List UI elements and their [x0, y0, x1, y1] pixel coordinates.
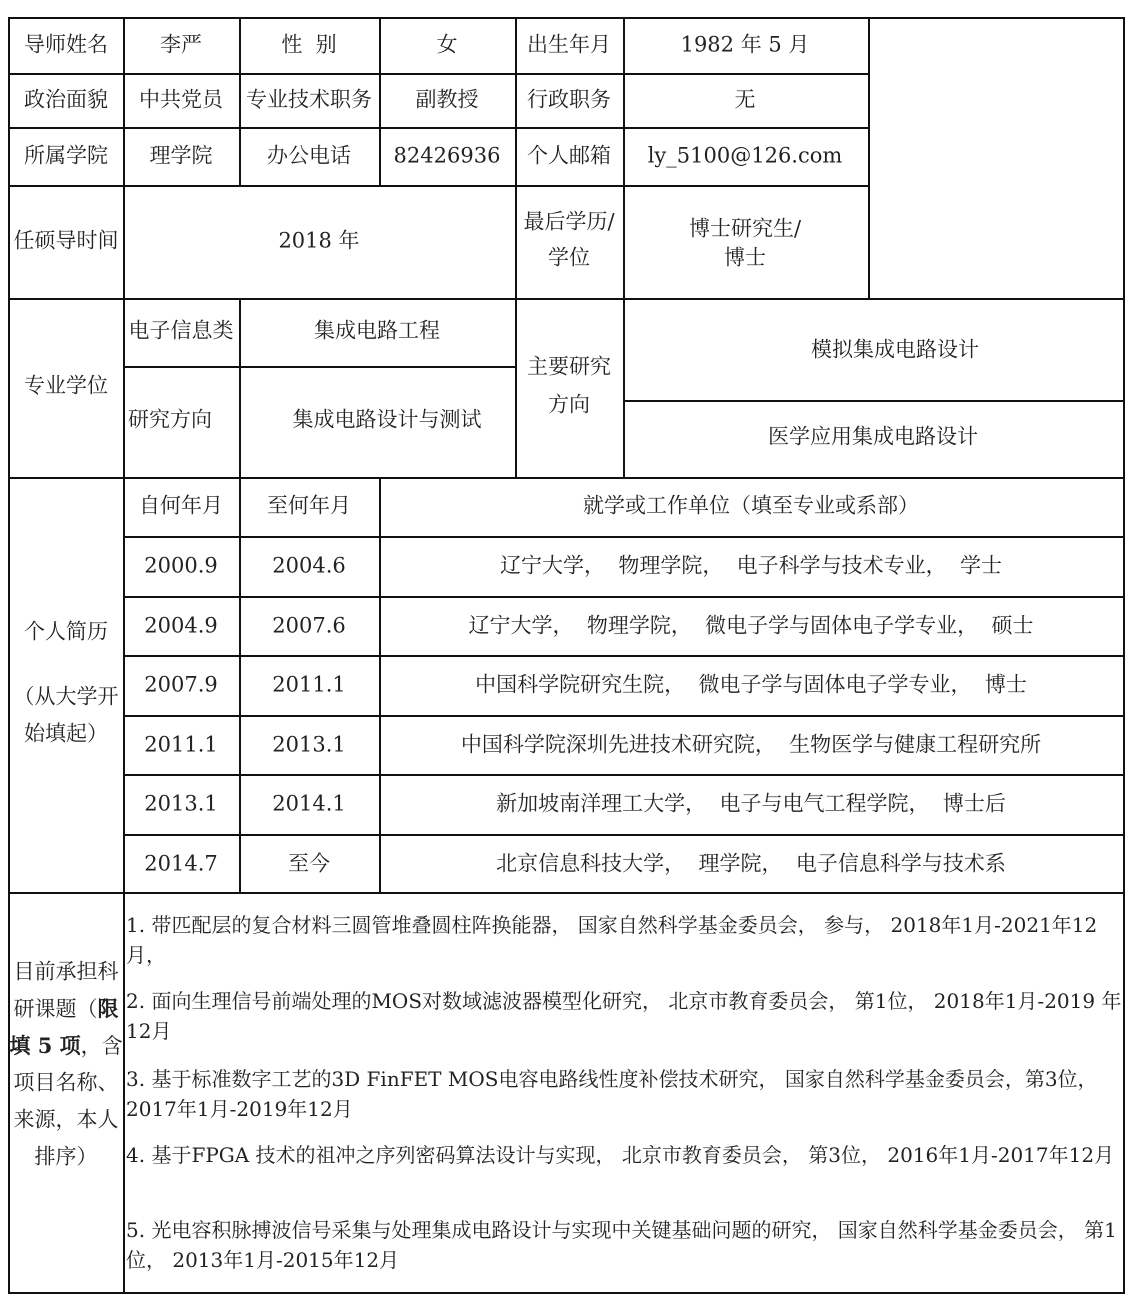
- project-item: [126, 910, 1122, 970]
- resume-to: 2004.6: [272, 553, 346, 578]
- resume-col-unit: 就学或工作单位（填至专业或系部）: [583, 493, 919, 518]
- project-item-text: 3. 基于标准数字工艺的3D FinFET MOS电容电路线性度补偿技术研究， 国家自然科学基金委员会，第3位， 2017年1月-2019年12月: [126, 1067, 1098, 1121]
- degree-value-line1: 博士研究生/: [688, 216, 802, 241]
- admin-label: 行政职务: [527, 87, 611, 112]
- phone-value: 82426936: [393, 143, 501, 168]
- political-value: 中共党员: [139, 87, 223, 112]
- resume-unit: 中国科学院研究生院， 微电子学与固体电子学专业， 博士: [475, 672, 1027, 697]
- resume-to: 2013.1: [272, 732, 346, 757]
- projects-label-text: ，含: [80, 1034, 123, 1058]
- name-label: 导师姓名: [24, 32, 108, 57]
- project-item-text: 5. 光电容积脉搏波信号采集与处理集成电路设计与实现中关键基础问题的研究， 国家自然科学基金委员会， 第1位， 2013年1月-2015年12月: [126, 1218, 1117, 1272]
- resume-note-line2: 始填起）: [24, 721, 108, 746]
- tenure-value: 2018 年: [278, 228, 360, 253]
- professional-category: 电子信息类: [128, 318, 234, 343]
- resume-col-to: 至何年月: [267, 493, 351, 518]
- phone-label: 办公电话: [267, 143, 351, 168]
- resume-col-from: 自何年月: [139, 493, 223, 518]
- resume-unit: 新加坡南洋理工大学， 电子与电气工程学院， 博士后: [496, 791, 1006, 816]
- main-research-item: 医学应用集成电路设计: [768, 424, 978, 449]
- main-research-item: 模拟集成电路设计: [811, 337, 979, 362]
- title-label: 专业技术职务: [246, 87, 372, 112]
- project-item: [126, 986, 1122, 1046]
- projects-label-line3: [9, 1035, 122, 1057]
- email-label: 个人邮箱: [527, 143, 611, 168]
- resume-to: 2014.1: [272, 791, 346, 816]
- birth-label: 出生年月: [527, 32, 611, 57]
- main-research-label-line1: 主要研究: [527, 354, 611, 379]
- resume-to: 2007.6: [272, 613, 346, 638]
- professional-degree-label: 专业学位: [24, 373, 108, 398]
- project-item: [126, 1215, 1122, 1275]
- resume-unit: 辽宁大学， 物理学院， 电子科学与技术专业， 学士: [499, 553, 1003, 578]
- project-item: [126, 1140, 1122, 1170]
- political-label: 政治面貌: [24, 87, 108, 112]
- resume-to: 至今: [288, 851, 330, 876]
- projects-label-line1: 目前承担科: [13, 959, 119, 984]
- main-research-label-line2: 方向: [548, 392, 590, 417]
- resume-from: 2007.9: [144, 672, 218, 697]
- degree-value-line2: 博士: [724, 245, 766, 270]
- degree-label-line1: 最后学历/: [523, 209, 615, 234]
- resume-label: 个人简历: [24, 619, 108, 644]
- project-item: [126, 1064, 1122, 1124]
- gender-label: 性 别: [281, 32, 337, 57]
- resume-from: 2011.1: [144, 732, 218, 757]
- resume-unit: 中国科学院深圳先进技术研究院， 生物医学与健康工程研究所: [460, 732, 1042, 757]
- projects-label-line6: 排序）: [34, 1144, 98, 1169]
- projects-label-line2: [14, 998, 119, 1020]
- project-item-text: 4. 基于FPGA 技术的祖冲之序列密码算法设计与实现， 北京市教育委员会， 第3位， 2016年1月-2017年12月: [126, 1143, 1115, 1167]
- professional-field: 集成电路工程: [314, 318, 440, 343]
- resume-unit: 北京信息科技大学， 理学院， 电子信息科学与技术系: [496, 851, 1006, 876]
- project-item-text: 1. 带匹配层的复合材料三圆管堆叠圆柱阵换能器， 国家自然科学基金委员会， 参与， 2018年1月-2021年12月，: [126, 913, 1098, 967]
- tenure-label: 任硕导时间: [13, 228, 119, 253]
- college-value: 理学院: [149, 143, 213, 168]
- resume-from: 2013.1: [144, 791, 218, 816]
- resume-from: 2004.9: [144, 613, 218, 638]
- title-value: 副教授: [415, 87, 479, 112]
- projects-label-text: 研课题（: [13, 997, 98, 1021]
- email-value: ly_5100@126.com: [647, 143, 843, 168]
- college-label: 所属学院: [24, 143, 108, 168]
- name-value: 李严: [160, 32, 202, 57]
- resume-from: 2014.7: [144, 851, 218, 876]
- birth-value: 1982 年 5 月: [680, 32, 810, 57]
- projects-label-line4: 项目名称、: [13, 1070, 119, 1095]
- admin-value: 无: [734, 87, 756, 112]
- projects-label-emphasis: 填 5 项: [9, 1033, 81, 1058]
- resume-from: 2000.9: [144, 553, 218, 578]
- research-direction-value: 集成电路设计与测试: [292, 407, 482, 432]
- resume-unit: 辽宁大学， 物理学院， 微电子学与固体电子学专业， 硕士: [468, 613, 1034, 638]
- research-direction-label: 研究方向: [128, 407, 212, 432]
- gender-value: 女: [436, 32, 458, 57]
- projects-label-line5: 来源，本人: [13, 1107, 119, 1132]
- degree-label-line2: 学位: [548, 245, 590, 270]
- project-item-text: 2. 面向生理信号前端处理的MOS对数域滤波器模型化研究， 北京市教育委员会， 第1位， 2018年1月-2019 年12月: [126, 989, 1122, 1043]
- resume-to: 2011.1: [272, 672, 346, 697]
- projects-label-emphasis: 限: [97, 996, 119, 1021]
- resume-note-line1: （从大学开: [13, 684, 119, 709]
